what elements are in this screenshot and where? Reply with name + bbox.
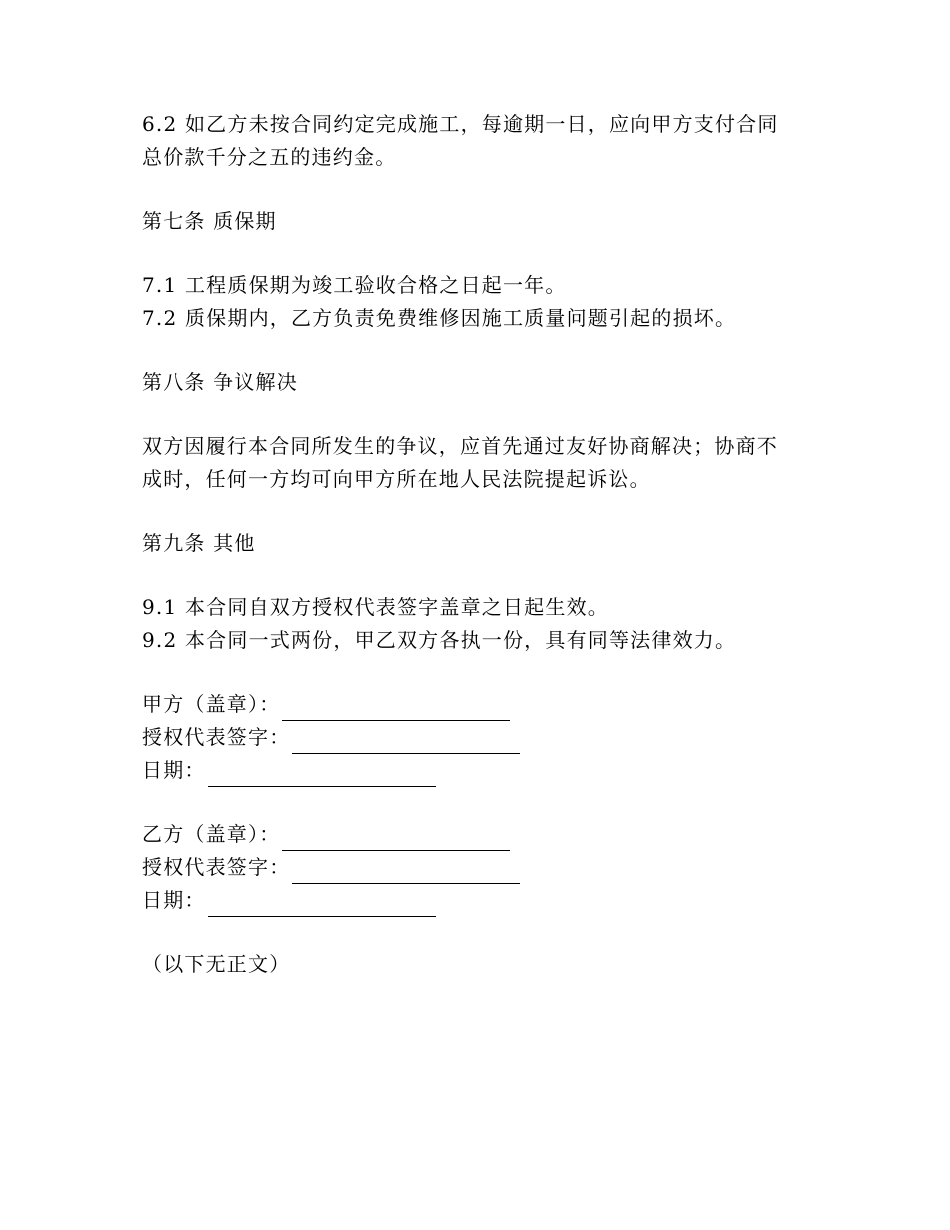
article-8-line-1: 双方因履行本合同所发生的争议，应首先通过友好协商解决；协商不: [142, 434, 778, 458]
clause-6-2: [142, 108, 812, 174]
article-7-title: 第七条 质保期: [142, 209, 277, 233]
contract-body: [142, 108, 812, 981]
party-b-date-row: [142, 884, 812, 917]
party-a-seal-label: 甲方（盖章）：: [142, 692, 281, 716]
party-a-signature-block: [142, 688, 812, 787]
party-b-date-blank: [208, 892, 436, 917]
party-b-signature-blank: [292, 859, 520, 884]
clause-7-2: 7.2 质保期内，乙方负责免费维修因施工质量问题引起的损坏。: [142, 306, 737, 330]
party-a-date-blank: [208, 762, 436, 787]
party-b-date-label: 日期：: [142, 888, 206, 912]
party-b-signature-row: [142, 851, 812, 884]
article-9-title: 第九条 其他: [142, 531, 256, 555]
party-a-date-label: 日期：: [142, 758, 206, 782]
party-b-signature-label: 授权代表签字：: [142, 855, 291, 879]
clause-9-2: 9.2 本合同一式两份，甲乙双方各执一份，具有同等法律效力。: [142, 628, 737, 652]
clause-6-2-line-1: 6.2 如乙方未按合同约定完成施工，每逾期一日，应向甲方支付合同: [142, 112, 779, 136]
party-a-seal-row: [142, 688, 812, 721]
article-8-line-2: 成时，任何一方均可向甲方所在地人民法院提起诉讼。: [142, 467, 651, 491]
clause-7-1: 7.1 工程质保期为竣工验收合格之日起一年。: [142, 273, 567, 297]
party-b-seal-row: [142, 818, 812, 851]
party-b-seal-label: 乙方（盖章）：: [142, 822, 281, 846]
party-b-signature-block: [142, 818, 812, 917]
clause-9-1: 9.1 本合同自双方授权代表签字盖章之日起生效。: [142, 595, 609, 619]
clause-6-2-line-2: 总价款千分之五的违约金。: [142, 145, 397, 169]
party-a-signature-blank: [292, 729, 520, 754]
article-9-body: [142, 591, 812, 657]
party-b-seal-blank: [282, 826, 510, 851]
party-a-signature-row: [142, 721, 812, 754]
article-8-title: 第八条 争议解决: [142, 370, 298, 394]
article-7-body: [142, 269, 812, 335]
party-a-date-row: [142, 754, 812, 787]
party-a-seal-blank: [282, 696, 510, 721]
article-8-body: [142, 430, 812, 496]
party-a-signature-label: 授权代表签字：: [142, 725, 291, 749]
closing-note: （以下无正文）: [142, 952, 291, 976]
